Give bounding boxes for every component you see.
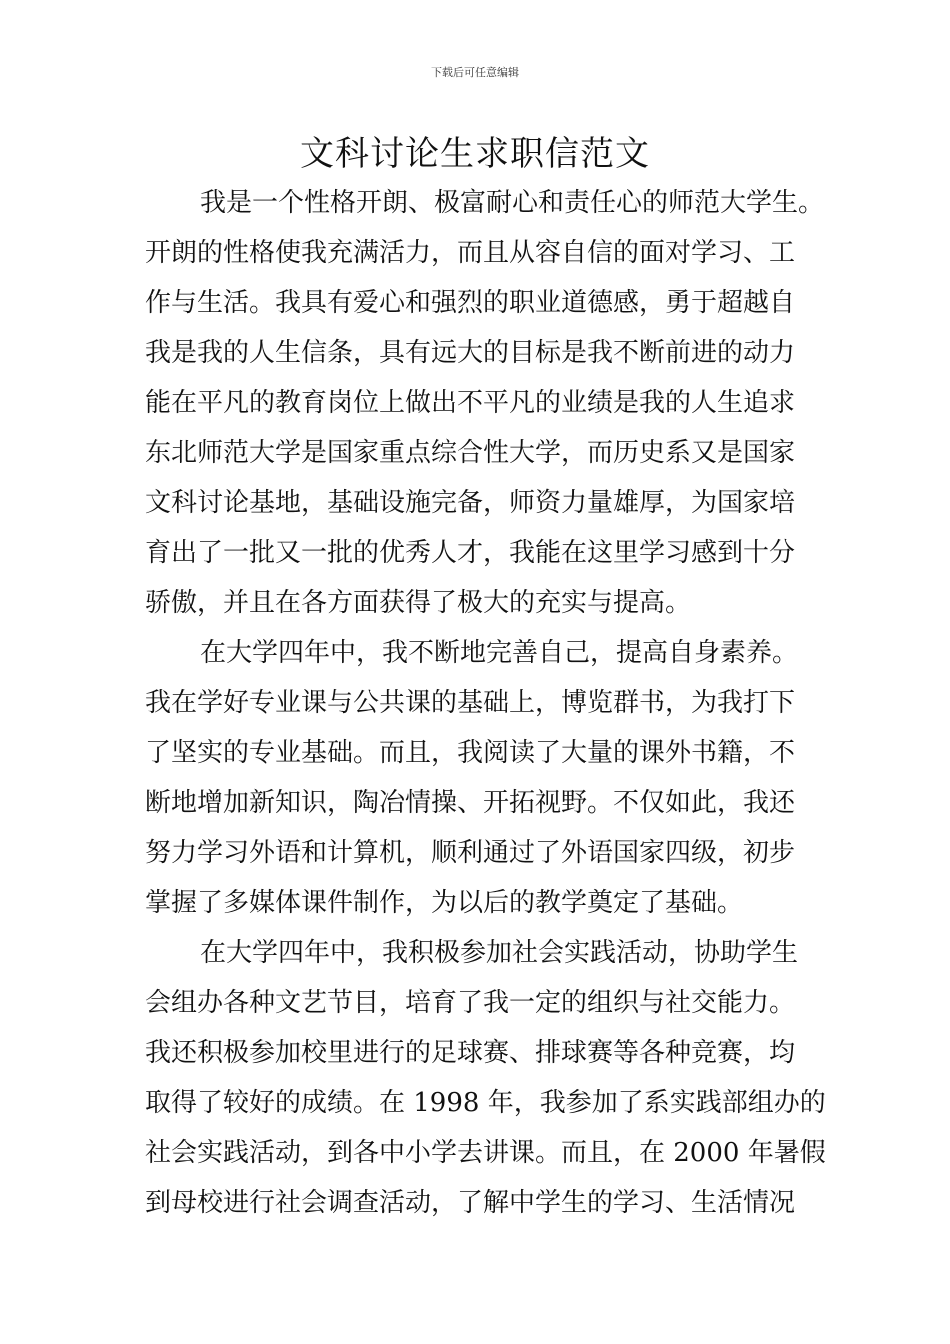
paragraph-line: 我是一个性格开朗、极富耐心和责任心的师范大学生。 bbox=[200, 188, 825, 218]
paragraph-1 bbox=[145, 178, 825, 628]
paragraph-line: 掌握了多媒体课件制作，为以后的教学奠定了基础。 bbox=[145, 888, 744, 918]
document-title: 文科讨论生求职信范文 bbox=[300, 134, 650, 174]
paragraph-line: 我还积极参加校里进行的足球赛、排球赛等各种竞赛，均 bbox=[145, 1038, 796, 1068]
paragraph-line: 东北师范大学是国家重点综合性大学，而历史系又是国家 bbox=[145, 438, 796, 468]
paragraph-line: 社会实践活动，到各中小学去讲课。而且，在 2000 年暑假 bbox=[145, 1138, 826, 1168]
paragraph-line: 作与生活。我具有爱心和强烈的职业道德感，勇于超越自 bbox=[145, 288, 796, 318]
paragraph-line: 到母校进行社会调查活动，了解中学生的学习、生活情况 bbox=[145, 1188, 796, 1218]
paragraph-line: 我是我的人生信条，具有远大的目标是我不断前进的动力 bbox=[145, 338, 796, 368]
paragraph-line: 断地增加新知识，陶冶情操、开拓视野。不仅如此，我还 bbox=[145, 788, 796, 818]
paragraph-line: 了坚实的专业基础。而且，我阅读了大量的课外书籍，不 bbox=[145, 738, 796, 768]
paragraph-line: 在大学四年中，我积极参加社会实践活动，协助学生 bbox=[200, 938, 799, 968]
paragraph-line: 会组办各种文艺节目，培育了我一定的组织与社交能力。 bbox=[145, 988, 796, 1018]
document-body bbox=[145, 178, 825, 1228]
paragraph-line: 开朗的性格使我充满活力，而且从容自信的面对学习、工 bbox=[145, 238, 796, 268]
paragraph-line: 能在平凡的教育岗位上做出不平凡的业绩是我的人生追求 bbox=[145, 388, 796, 418]
paragraph-line: 努力学习外语和计算机，顺利通过了外语国家四级，初步 bbox=[145, 838, 796, 868]
paragraph-3 bbox=[145, 928, 825, 1228]
paragraph-line: 在大学四年中，我不断地完善自己，提高自身素养。 bbox=[200, 638, 799, 668]
paragraph-line: 文科讨论基地，基础设施完备，师资力量雄厚，为国家培 bbox=[145, 488, 796, 518]
paragraph-line: 育出了一批又一批的优秀人才，我能在这里学习感到十分 bbox=[145, 538, 796, 568]
paragraph-line: 骄傲，并且在各方面获得了极大的充实与提高。 bbox=[145, 588, 692, 618]
page-header-note: 下载后可任意编辑 bbox=[431, 66, 519, 79]
paragraph-2 bbox=[145, 628, 825, 928]
paragraph-line: 我在学好专业课与公共课的基础上，博览群书，为我打下 bbox=[145, 688, 796, 718]
paragraph-line: 取得了较好的成绩。在 1998 年，我参加了系实践部组办的 bbox=[145, 1088, 826, 1118]
